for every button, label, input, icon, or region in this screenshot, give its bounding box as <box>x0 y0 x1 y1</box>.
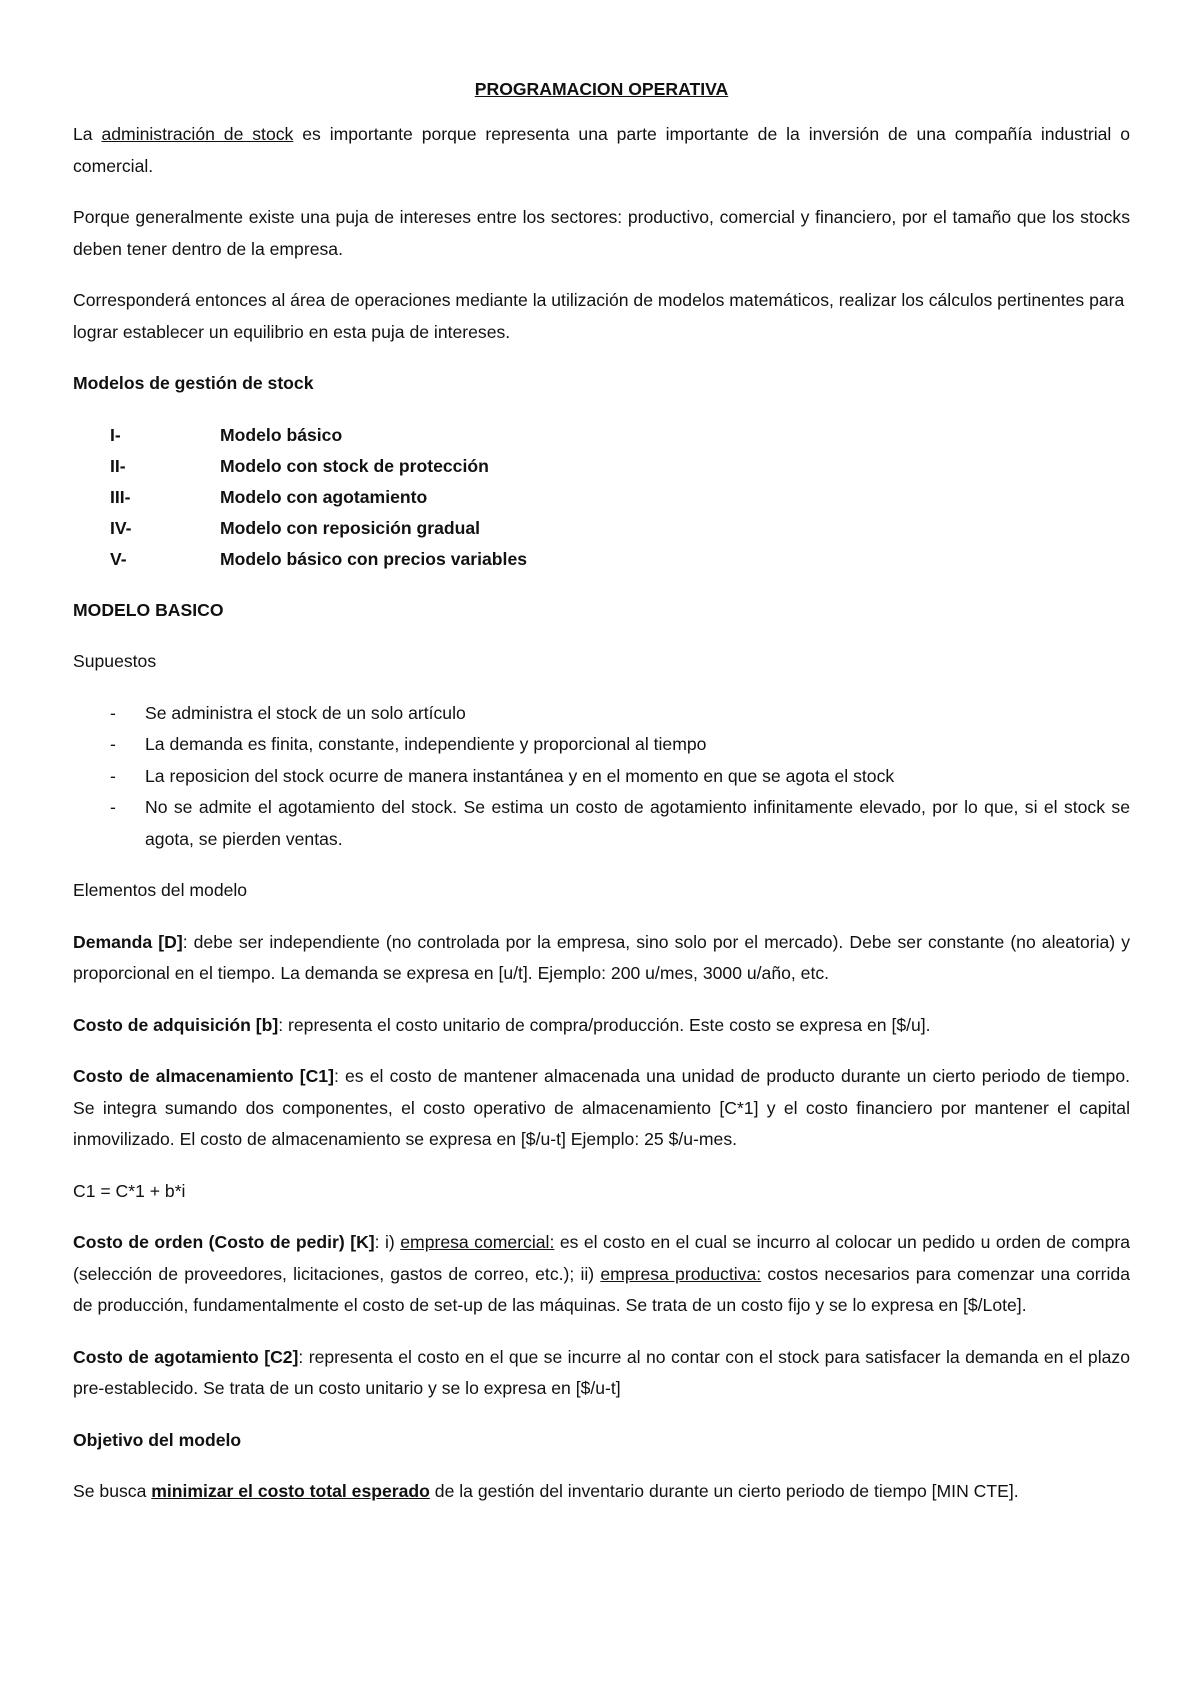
storage-text: : es el costo de mantener almacenada una unidad de producto durante un cierto periodo de tiempo. Se integra sumando dos componentes, el costo operativo de almacenamiento [C*1] y el costo financiero por mantener el capital inmovilizado. El costo de almacenamiento se expresa en [$/u-t] Ejemplo: 25 $/u-mes. <box>73 1066 1130 1149</box>
assumption-text: La demanda es finita, constante, independiente y proporcional al tiempo <box>145 734 707 754</box>
intro-p1-pre: La <box>73 124 102 144</box>
models-item-number: V- <box>110 548 127 569</box>
intro-paragraph-1 <box>73 119 1130 182</box>
objective-paragraph <box>73 1476 1130 1508</box>
assumption-item <box>73 792 1130 855</box>
models-item-number: II- <box>110 455 126 476</box>
order-text-2: es el costo en el cual se incurro al colocar un pedido u orden de compra (selección de proveedores, licitaciones, gastos de correo, etc.); ii) <box>73 1232 1131 1284</box>
models-list-item <box>73 544 1130 575</box>
assumption-item <box>73 761 1130 793</box>
demand-text: : debe ser independiente (no controlada por la empresa, sino solo por el mercado). Debe ser constante (no aleatoria) y proporcional en el tiempo. La demanda se expresa en [u/t]. Ejemplo: 200 u/mes, 3000 u/año, etc. <box>73 931 1131 983</box>
bullet-dash: - <box>110 734 116 754</box>
models-heading: Modelos de gestión de stock <box>73 373 314 393</box>
document-title: PROGRAMACION OPERATIVA <box>474 79 729 99</box>
models-item-label: Modelo básico con precios variables <box>220 548 528 569</box>
intro-paragraph-2: Porque generalmente existe una puja de intereses entre los sectores: productivo, comercial y financiero, por el tamaño que los stocks deben tener dentro de la empresa. <box>73 207 1130 259</box>
models-item-label: Modelo con agotamiento <box>220 486 428 507</box>
models-list-item <box>73 482 1130 513</box>
assumption-item <box>73 729 1130 761</box>
storage-term: Costo de almacenamiento [C1] <box>73 1066 334 1086</box>
assumptions-list <box>73 698 1130 856</box>
models-item-number: III- <box>110 486 131 507</box>
bullet-dash: - <box>110 797 116 817</box>
models-item-number: I- <box>110 424 121 445</box>
models-list-item <box>73 513 1130 544</box>
storage-formula: C1 = C*1 + b*i <box>73 1180 186 1201</box>
bullet-dash: - <box>110 765 116 786</box>
models-list-item <box>73 451 1130 482</box>
intro-p1-post: es importante porque representa una parte importante de la inversión de una compañía industrial o comercial. <box>73 124 1130 176</box>
acquisition-paragraph <box>73 1010 1130 1042</box>
order-paragraph <box>73 1227 1130 1322</box>
commercial-company-term: empresa comercial: <box>400 1232 555 1252</box>
models-item-number: IV- <box>110 517 132 538</box>
elements-label: Elementos del modelo <box>73 880 248 900</box>
demand-paragraph <box>73 927 1130 990</box>
order-term: Costo de orden (Costo de pedir) [K] <box>73 1232 375 1252</box>
shortage-term: Costo de agotamiento [C2] <box>73 1346 299 1367</box>
assumption-text: No se admite el agotamiento del stock. Se estima un costo de agotamiento infinitamente elevado, por lo que, si el stock se agota, se pierden ventas. <box>145 797 1130 849</box>
assumptions-label: Supuestos <box>73 651 157 671</box>
demand-term: Demanda [D] <box>73 931 183 952</box>
models-item-label: Modelo básico <box>220 424 343 445</box>
objective-pre: Se busca <box>73 1481 152 1501</box>
stock-administration-term: administración de stock <box>101 124 294 144</box>
storage-paragraph <box>73 1061 1130 1156</box>
models-list <box>73 420 1130 575</box>
bullet-dash: - <box>110 702 116 723</box>
basic-model-heading: MODELO BASICO <box>73 599 224 620</box>
shortage-text: : representa el costo en el que se incurre al no contar con el stock para satisfacer la demanda en el plazo pre-establecido. Se trata de un costo unitario y se lo expresa en [$/u-t] <box>73 1346 1130 1398</box>
assumption-text: Se administra el stock de un solo artículo <box>145 702 466 723</box>
intro-paragraph-3: Corresponderá entonces al área de operaciones mediante la utilización de modelos matemáticos, realizar los cálculos pertinentes para lograr establecer un equilibrio en esta puja de intereses. <box>73 290 1125 342</box>
productive-company-term: empresa productiva: <box>600 1263 762 1284</box>
acquisition-term: Costo de adquisición [b] <box>73 1014 279 1035</box>
acquisition-text: : representa el costo unitario de compra/producción. Este costo se expresa en [$/u]. <box>278 1014 931 1035</box>
objective-post: de la gestión del inventario durante un cierto periodo de tiempo [MIN CTE]. <box>429 1481 1019 1501</box>
assumption-text: La reposicion del stock ocurre de manera instantánea y en el momento en que se agota el stock <box>145 765 895 786</box>
assumption-item <box>73 698 1130 730</box>
order-text-3: costos necesarios para comenzar una corrida de producción, fundamentalmente el costo de set-up de las máquinas. Se trata de un costo fijo y se lo expresa en [$/Lote]. <box>73 1263 1130 1315</box>
models-item-label: Modelo con reposición gradual <box>220 517 481 538</box>
shortage-paragraph <box>73 1342 1130 1405</box>
objective-heading: Objetivo del modelo <box>73 1429 242 1450</box>
order-text-1: : i) <box>374 1232 401 1252</box>
models-item-label: Modelo con stock de protección <box>220 455 489 476</box>
objective-emphasis: minimizar el costo total esperado <box>151 1481 430 1501</box>
models-list-item <box>73 420 1130 451</box>
